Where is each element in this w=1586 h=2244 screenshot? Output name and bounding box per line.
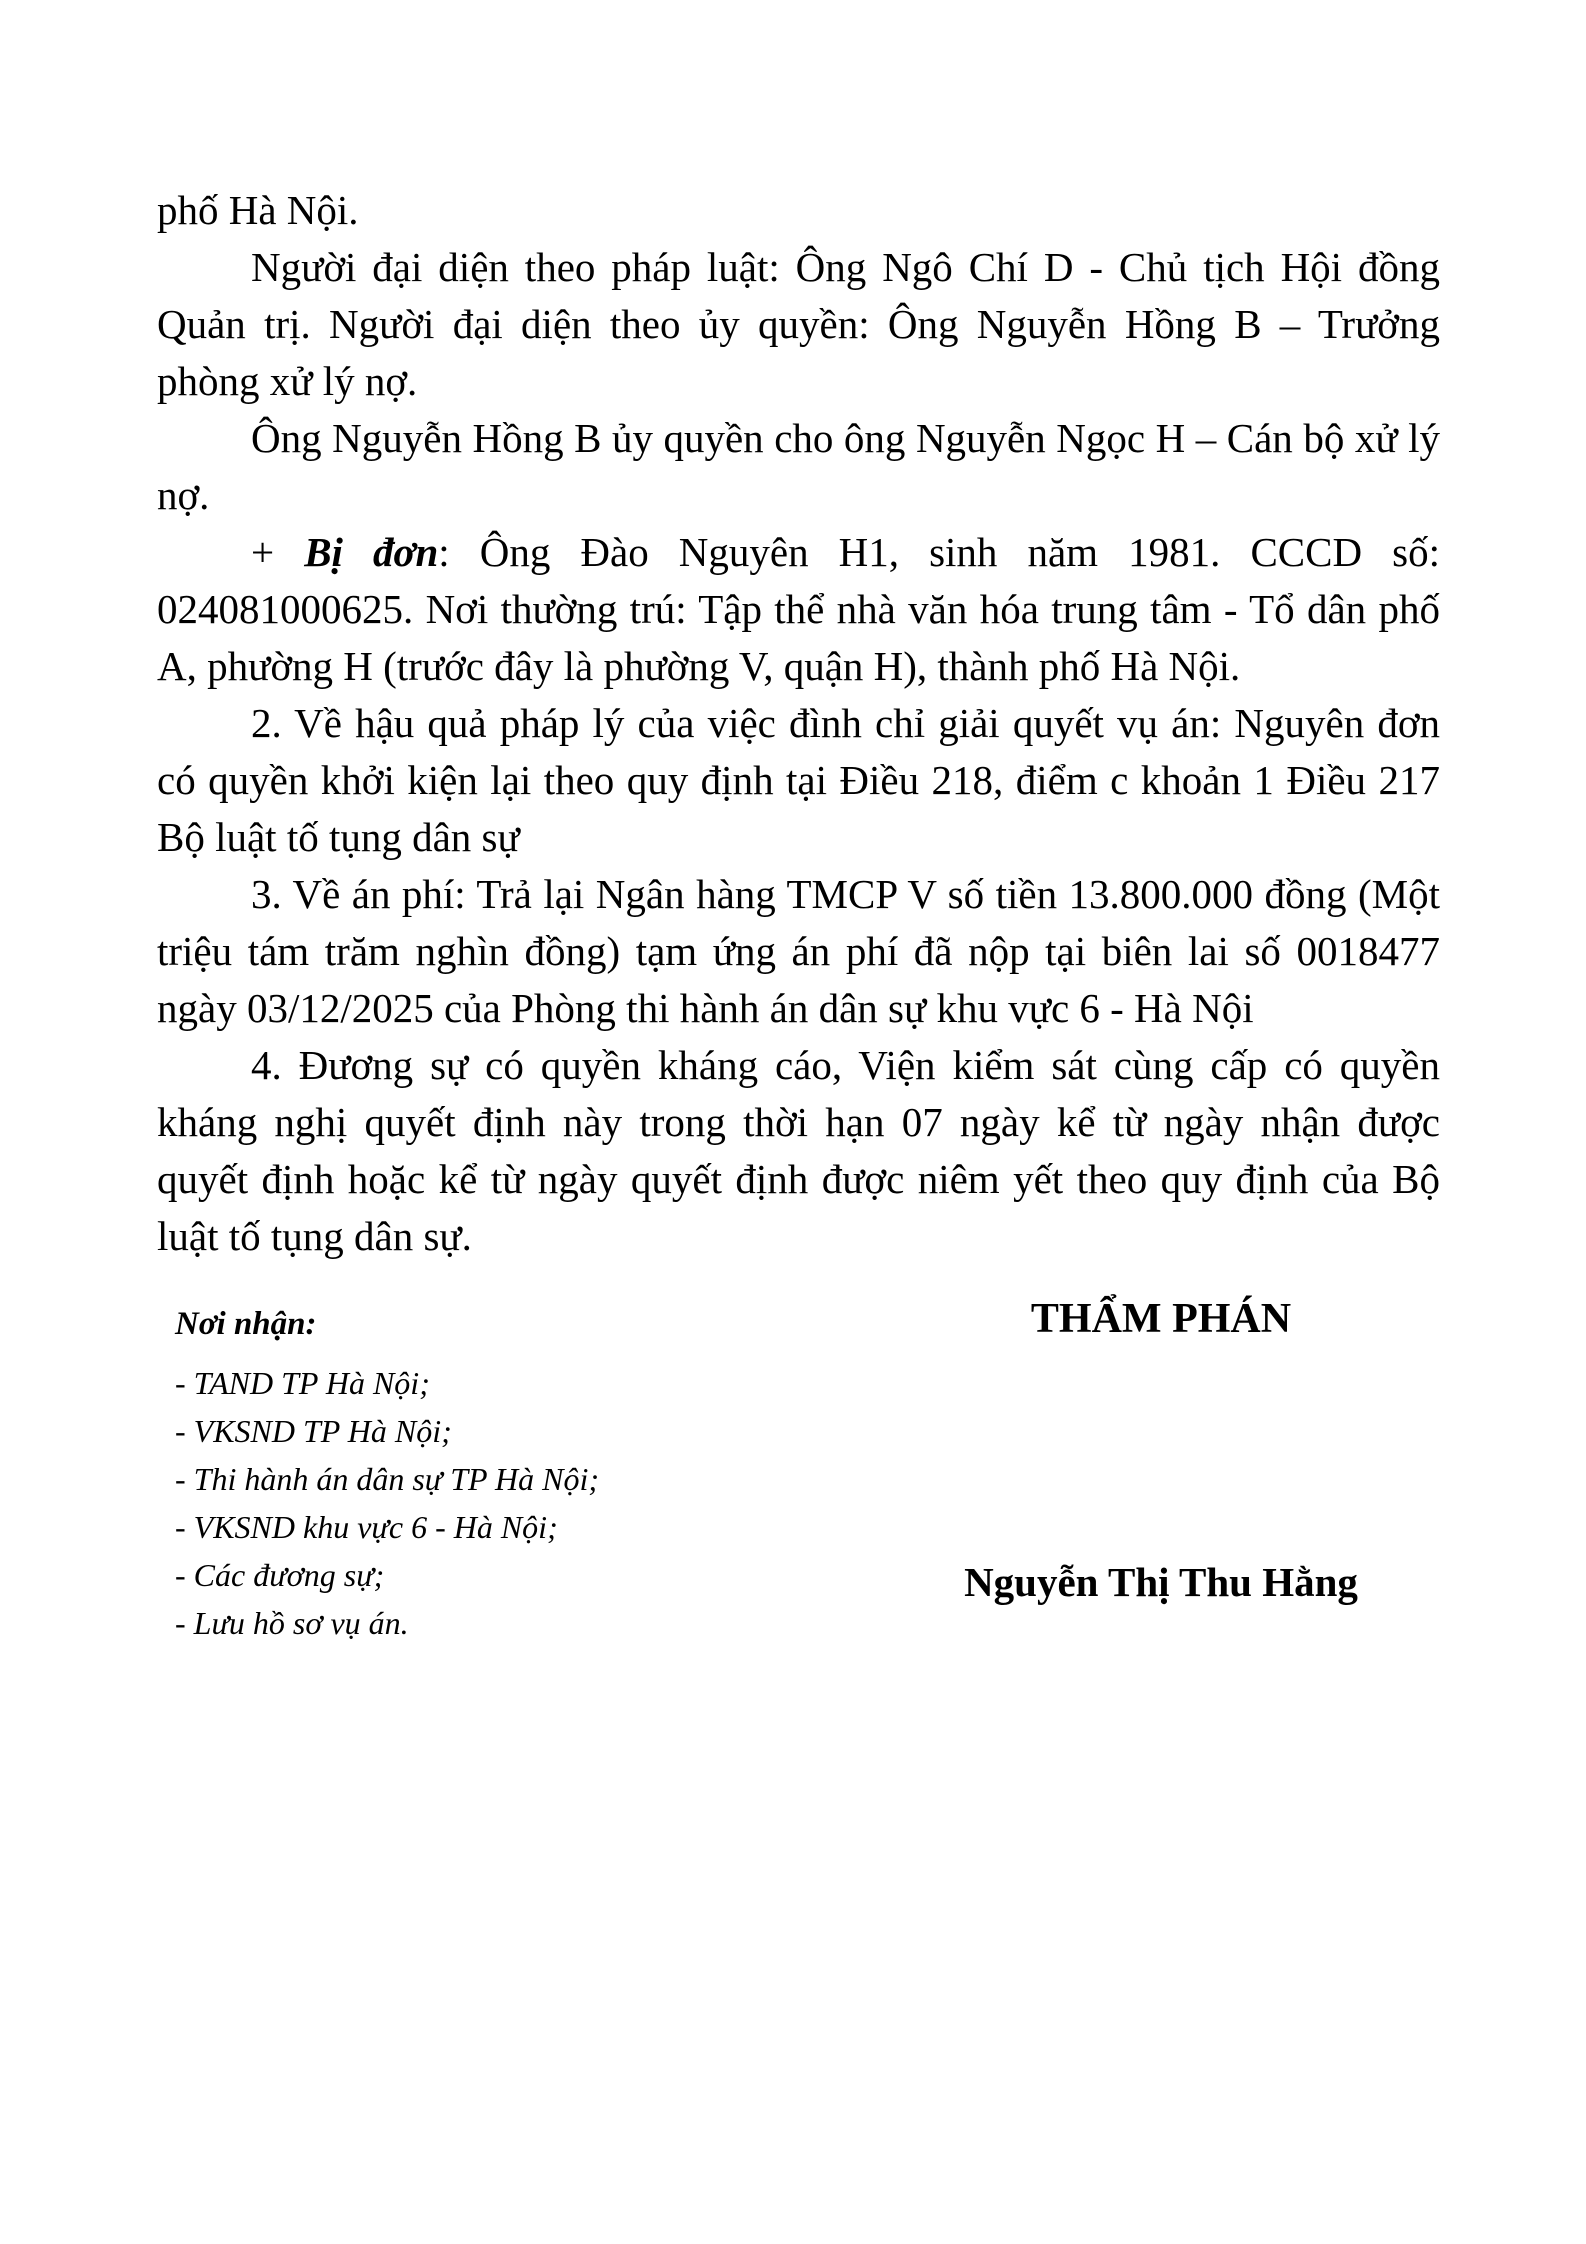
defendant-term: Bị đơn: [304, 529, 439, 575]
recipients-block: [175, 1303, 795, 1647]
recipient-item: - VKSND TP Hà Nội;: [175, 1413, 452, 1449]
signature-block: [881, 1265, 1441, 1606]
decision-body: [157, 182, 1440, 1265]
document-footer: [157, 1265, 1440, 1685]
paragraph-point-2: 2. Về hậu quả pháp lý của việc đình chỉ giải quyết vụ án: Nguyên đơn có quyền khởi kiện lại theo quy định tại Điều 218, điểm c khoản 1 Điều 217 Bộ luật tố tụng dân sự: [157, 700, 1440, 860]
recipients-list: [175, 1359, 795, 1647]
recipient-item: - TAND TP Hà Nội;: [175, 1365, 430, 1401]
recipient-item: - Các đương sự;: [175, 1557, 385, 1593]
paragraph-point-3: 3. Về án phí: Trả lại Ngân hàng TMCP V số tiền 13.800.000 đồng (Một triệu tám trăm nghìn đồng) tạm ứng án phí đã nộp tại biên lai số 0018477 ngày 03/12/2025 của Phòng thi hành án dân sự khu vực 6 - Hà Nội: [157, 871, 1440, 1031]
recipient-item: - VKSND khu vực 6 - Hà Nội;: [175, 1509, 558, 1545]
paragraph-defendant: [157, 524, 1440, 695]
judge-name: Nguyễn Thị Thu Hằng: [964, 1559, 1358, 1605]
paragraph-continuation: phố Hà Nội.: [157, 187, 359, 233]
paragraph-point-4: 4. Đương sự có quyền kháng cáo, Viện kiểm sát cùng cấp có quyền kháng nghị quyết định này trong thời hạn 07 ngày kể từ ngày nhận được quyết định hoặc kể từ ngày quyết định được niêm yết theo quy định của Bộ luật tố tụng dân sự.: [157, 1042, 1440, 1259]
recipient-item: - Thi hành án dân sự TP Hà Nội;: [175, 1461, 600, 1497]
paragraph-legal-representative: Người đại diện theo pháp luật: Ông Ngô Chí D - Chủ tịch Hội đồng Quản trị. Người đại diện theo ủy quyền: Ông Nguyễn Hồng B – Trưởng phòng xử lý nợ.: [157, 244, 1440, 404]
paragraph-authorization: Ông Nguyễn Hồng B ủy quyền cho ông Nguyễn Ngọc H – Cán bộ xử lý nợ.: [157, 415, 1440, 518]
recipient-item: - Lưu hồ sơ vụ án.: [175, 1605, 409, 1641]
defendant-prefix: +: [251, 529, 305, 575]
judge-title: THẨM PHÁN: [1030, 1296, 1292, 1342]
defendant-details: : Ông Đào Nguyên H1, sinh năm 1981. CCCD số: 024081000625. Nơi thường trú: Tập thể nhà văn hóa trung tâm - Tổ dân phố A, phường H (trước đây là phường V, quận H), thành phố Hà Nội.: [157, 529, 1440, 689]
recipients-heading: Nơi nhận:: [175, 1306, 317, 1342]
